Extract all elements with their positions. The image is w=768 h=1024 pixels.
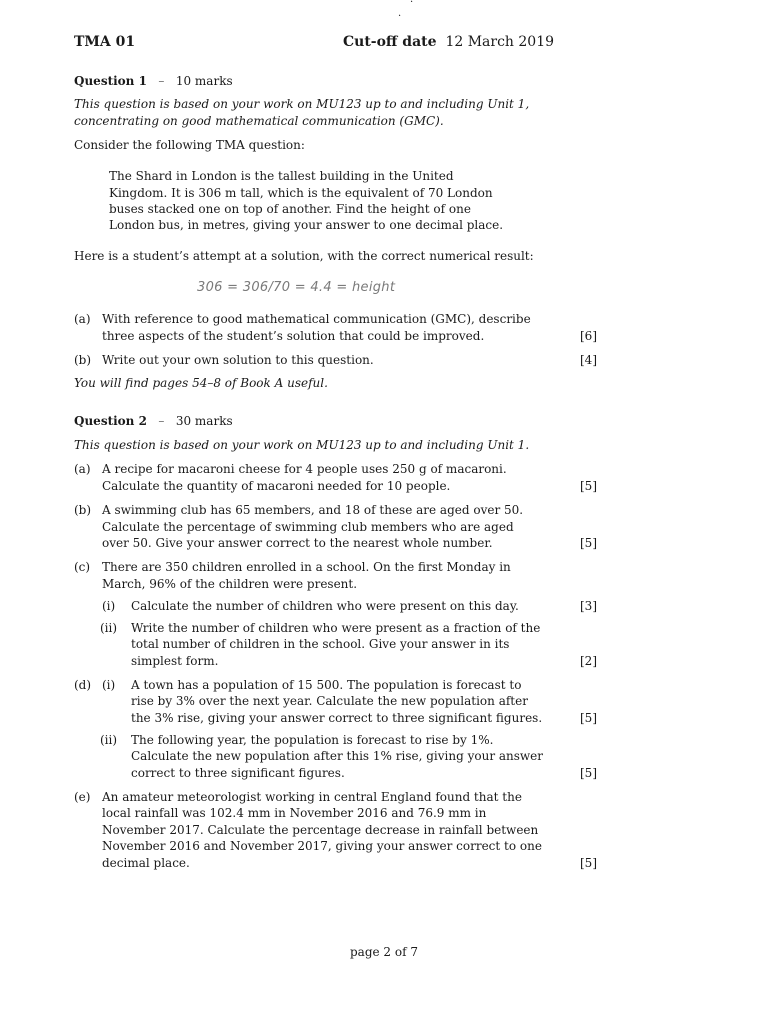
q2-heading	[74, 414, 233, 428]
q2-part-d-label: (d)	[74, 678, 92, 692]
q2-part-c-ii-line: simplest form.	[131, 654, 219, 668]
q2-part-e-line: November 2017. Calculate the percentage decrease in rainfall between	[102, 823, 539, 837]
q2-part-a-marks: [5]	[580, 479, 597, 493]
q2-part-c-line: March, 96% of the children were present.	[102, 577, 358, 591]
q2-title: Question 2	[74, 414, 147, 428]
q2-part-e-line: local rainfall was 102.4 mm in November 2016 and 76.9 mm in	[102, 806, 487, 820]
q2-part-e-line: An amateur meteorologist working in central England found that the	[102, 790, 522, 804]
cutoff-header	[343, 34, 554, 50]
q1-quote-line: Kingdom. It is 306 m tall, which is the equivalent of 70 London	[109, 186, 493, 200]
q2-part-b-marks: [5]	[580, 536, 597, 550]
q2-part-b-line: Calculate the percentage of swimming club members who are aged	[102, 520, 514, 534]
q1-part-b-marks: [4]	[580, 353, 597, 367]
cutoff-date: 12 March 2019	[445, 34, 555, 50]
q2-part-d-i-line: the 3% rise, giving your answer correct to three significant figures.	[131, 711, 543, 725]
student-handwritten-answer: 306 = 306/70 = 4.4 = height	[197, 280, 396, 295]
q2-part-e-label: (e)	[74, 790, 91, 804]
stray-dot-top	[410, 0, 413, 5]
q1-dash: –	[158, 74, 165, 88]
cutoff-label: Cut-off date	[343, 34, 437, 50]
q1-student-intro: Here is a student’s attempt at a solution, with the correct numerical result:	[74, 249, 534, 263]
q2-part-b-line: A swimming club has 65 members, and 18 of these are aged over 50.	[102, 503, 524, 517]
q1-part-b-label: (b)	[74, 353, 92, 367]
q2-part-d-ii-line: correct to three significant figures.	[131, 766, 345, 780]
q1-part-b-line1: Write out your own solution to this question.	[102, 353, 374, 367]
q2-part-c-ii-line: Write the number of children who were present as a fraction of the	[131, 621, 541, 635]
q2-part-c-i-line: Calculate the number of children who were present on this day.	[131, 599, 519, 613]
q1-part-a-marks: [6]	[580, 329, 597, 343]
q2-part-d-ii-label: (ii)	[100, 733, 118, 747]
q2-part-b-label: (b)	[74, 503, 92, 517]
q1-part-a-line1: With reference to good mathematical communication (GMC), describe	[102, 312, 531, 326]
q2-marks: 30 marks	[175, 414, 233, 428]
q2-part-d-ii-marks: [5]	[580, 766, 597, 780]
q2-part-c-i-marks: [3]	[580, 599, 597, 613]
q1-footnote: You will find pages 54–8 of Book A useful.	[74, 376, 328, 390]
q1-consider: Consider the following TMA question:	[74, 138, 305, 152]
tma-title: TMA 01	[74, 34, 136, 50]
q1-part-a-label: (a)	[74, 312, 91, 326]
q2-part-c-ii-label: (ii)	[100, 621, 118, 635]
q2-part-c-label: (c)	[74, 560, 91, 574]
q2-part-d-i-label: (i)	[102, 678, 116, 692]
q2-part-d-i-line: A town has a population of 15 500. The population is forecast to	[131, 678, 522, 692]
q2-part-d-i-line: rise by 3% over the next year. Calculate the new population after	[131, 694, 528, 708]
q2-part-a-label: (a)	[74, 462, 91, 476]
q2-part-c-ii-marks: [2]	[580, 654, 597, 668]
q2-part-d-ii-line: Calculate the new population after this 1% rise, giving your answer	[131, 749, 544, 763]
stray-dot-second: .	[398, 8, 402, 19]
q2-part-d-ii-line: The following year, the population is forecast to rise by 1%.	[131, 733, 494, 747]
q1-intro-line1: This question is based on your work on MU123 up to and including Unit 1,	[74, 97, 530, 111]
q1-heading	[74, 74, 233, 88]
q2-dash: –	[158, 414, 165, 428]
q1-part-a-line2: three aspects of the student’s solution that could be improved.	[102, 329, 485, 343]
q1-quote-line: London bus, in metres, giving your answer to one decimal place.	[109, 218, 504, 232]
q2-part-b-line: over 50. Give your answer correct to the nearest whole number.	[102, 536, 493, 550]
q1-marks: 10 marks	[175, 74, 233, 88]
q1-intro-line2: concentrating on good mathematical communication (GMC).	[74, 114, 444, 128]
q1-quote-line: buses stacked one on top of another. Find the height of one	[109, 202, 471, 216]
page-number: page 2 of 7	[350, 945, 418, 959]
q2-part-e-line: November 2016 and November 2017, giving your answer correct to one	[102, 839, 542, 853]
q2-intro: This question is based on your work on MU123 up to and including Unit 1.	[74, 438, 530, 452]
q2-part-c-ii-line: total number of children in the school. Give your answer in its	[131, 637, 510, 651]
q2-part-e-marks: [5]	[580, 856, 597, 870]
q2-part-a-line: A recipe for macaroni cheese for 4 people uses 250 g of macaroni.	[102, 462, 507, 476]
q2-part-a-line: Calculate the quantity of macaroni needed for 10 people.	[102, 479, 451, 493]
q1-quote-line: The Shard in London is the tallest building in the United	[109, 169, 454, 183]
q1-title: Question 1	[74, 74, 147, 88]
q2-part-e-line: decimal place.	[102, 856, 190, 870]
q2-part-c-line: There are 350 children enrolled in a school. On the first Monday in	[102, 560, 511, 574]
q2-part-c-i-label: (i)	[102, 599, 116, 613]
q2-part-d-i-marks: [5]	[580, 711, 597, 725]
